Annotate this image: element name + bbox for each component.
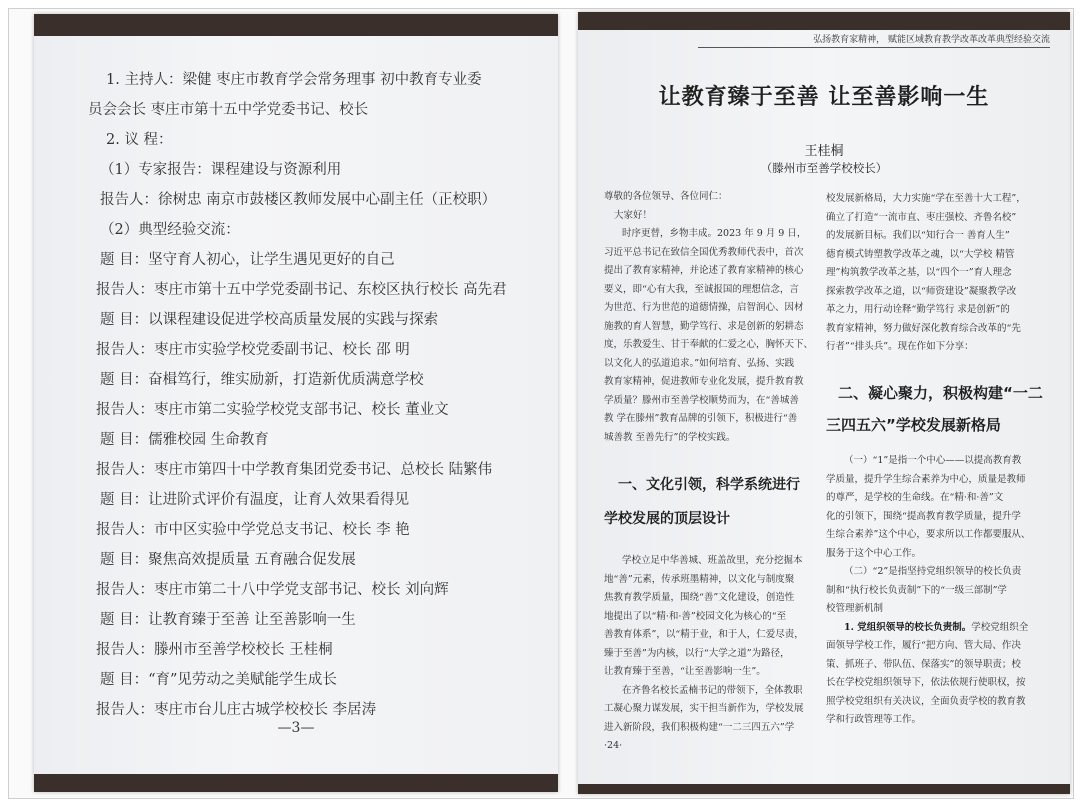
text-line: 学质量，提升学生综合素养为中心，质量是教师 (826, 473, 1026, 485)
text-line: 生综合素养”这个中心，要求所以工作都要服从、 (826, 529, 1031, 540)
text-line: 施教的育人智慧，勤学笃行、求是创新的躬耕态 (604, 320, 804, 332)
column-right-top (826, 190, 1048, 357)
text-line: 策、抓班子、带队伍、保落实”的领导职责；校 (826, 658, 1021, 670)
text-line: 制和“执行校长负责制”下的“一级三部制”学 (826, 584, 1007, 596)
text-line: 化的引领下，围绕“提高教育教学质量，提升学 (826, 510, 1021, 522)
text-span: 学校党组织全 (971, 621, 1029, 633)
text-line: 学校立足中华善城、班盖故里，充分挖掘本 (622, 555, 803, 566)
text-line: 教育家精神，促进教师专业化发展，提升教育教 (604, 376, 804, 387)
column-left-bottom (604, 552, 826, 756)
text-line: 地“善”元素，传承班墨精神，以文化与制度聚 (604, 573, 795, 585)
text-line: 学和行政管理等工作。 (826, 714, 922, 725)
text-line: 让教育臻于至善，“让至善影响一生”。 (604, 666, 766, 677)
host-line-1: 1. 主持人：梁健 枣庄市教育学会常务理事 初中教育专业委 (106, 72, 482, 88)
section-1-heading-cont: 学校发展的顶层设计 (604, 511, 730, 527)
text-line: 长在学校党组织领导下，依法依规行使职权，按 (826, 677, 1026, 688)
author-name: 王桂桐 (804, 144, 844, 159)
section-2-heading-cont: 三四五六”学校发展新格局 (826, 416, 1001, 434)
text-line: 进入新阶段，我们积极构建“一二三四五六”学 (604, 721, 795, 733)
topic-7: 题 目：让教育臻于至善 让至善影响一生 (100, 612, 356, 628)
text-line: 德育模式铸塑教学改革之魂，以“大学校 精管 (826, 248, 1015, 260)
binding-shadow-top-right (578, 12, 1070, 30)
column-right-bottom (826, 452, 1048, 730)
topic-8: 题 目：“育”见劳动之美赋能学生成长 (100, 672, 337, 688)
running-header: 弘扬教育家精神， 赋能区域教育教学改革改革典型经验交流 (698, 32, 1050, 48)
text-line: 要义，即“心有大我，至诚报国的理想信念，言 (604, 283, 799, 295)
text-line: 面领导学校工作，履行“把方向、管大局、作决 (826, 640, 1021, 651)
text-line: 提出了教育家精神，并论述了教育家精神的核心 (604, 265, 804, 276)
binding-shadow-bottom-right (578, 784, 1070, 794)
text-line: （一）“1”是指一个中心——以提高教育教 (844, 455, 1022, 466)
experience-heading: （2）典型经验交流： (100, 222, 240, 238)
column-left-top (604, 188, 824, 447)
text-line: 服务于这个中心工作。 (826, 547, 922, 559)
text-line: 理”构筑教学改革之基，以“四个一”育人理念 (826, 267, 1012, 278)
author-affiliation: （滕州市至善学校校长） (760, 161, 888, 175)
expert-report-heading: （1）专家报告：课程建设与资源利用 (100, 162, 342, 178)
reporter-7: 报告人：滕州市至善学校校长 王桂桐 (96, 642, 333, 658)
text-line: 善教育体系”，以“精于业，和于人，仁爱尽责， (604, 629, 804, 640)
reporter-2: 报告人：枣庄市实验学校党委副书记、校长 邵 明 (96, 342, 410, 358)
text-line: （二）“2”是指坚持党组织领导的校长负责 (844, 566, 1022, 577)
text-line: 校发展新格局，大力实施“学在至善十大工程”， (826, 193, 1026, 204)
expert-reporter: 报告人：徐树忠 南京市鼓楼区教师发展中心副主任（正校职） (100, 192, 497, 208)
text-line: 习近平总书记在致信全国优秀教师代表中，首次 (604, 246, 804, 258)
text-line: 教 学在滕州”教育品牌的引领下，积极进行“善 (604, 413, 798, 424)
text-line: 革之力，用行动诠释“勤学笃行 求是创新”的 (826, 304, 1010, 315)
text-line: 臻于至善”为内核，以行“大学之道”为路径， (604, 647, 790, 659)
text-line: 的发展新目标。我们以“知行合一 善育人生” (826, 230, 1010, 241)
text-line: 的尊严，是学校的生命线。在“精·和·善”文 (826, 492, 1004, 503)
agenda-heading: 2. 议 程： (106, 132, 173, 148)
text-line: 行者”“排头兵”。现在作如下分享： (826, 341, 974, 352)
binding-shadow-top (34, 14, 558, 36)
bold-lead: 1. 党组织领导的校长负责制。 (844, 621, 972, 633)
text-line: 度，乐教爱生、甘于奉献的仁爱之心，胸怀天下、 (604, 339, 814, 350)
page-number-right: ·24· (604, 740, 623, 751)
reporter-8: 报告人：枣庄市台儿庄古城学校校长 李居涛 (96, 702, 377, 718)
topic-5: 题 目：让进阶式评价有温度，让育人效果看得见 (100, 492, 410, 508)
host-line-2: 员会会长 枣庄市第十五中学党委书记、校长 (88, 102, 369, 118)
text-line: 尊敬的各位领导、各位同仁： (604, 191, 728, 202)
left-page (34, 14, 558, 792)
section-1-heading: 一、文化引领，科学系统进行 (618, 477, 800, 493)
text-line: 工凝心聚力谋发展，实干担当新作为，学校发展 (604, 703, 804, 714)
text-line: 为世范、行为世范的道德情操，启智润心、因材 (604, 302, 804, 313)
page-number: —3— (277, 720, 315, 736)
topic-6: 题 目：聚焦高效提质量 五育融合促发展 (100, 552, 356, 568)
article-title: 让教育臻于至善 让至善影响一生 (658, 85, 990, 110)
text-line: 确立了打造“一流市直、枣庄强校、齐鲁名校” (826, 211, 1017, 223)
text-line: 教育家精神，努力做好深化教育综合改革的“先 (826, 322, 1021, 334)
right-page (578, 12, 1070, 794)
topic-1: 题 目：坚守育人初心，让学生遇见更好的自己 (100, 252, 395, 268)
text-line: 校管理新机制 (826, 603, 884, 614)
section-2-heading: 二、凝心聚力，积极构建“一二 (838, 384, 1043, 402)
text-line: 城善教 至善先行”的学校实践。 (604, 431, 736, 443)
text-line: 焦教育教学质量，围绕“善”文化建设，创造性 (604, 592, 795, 603)
text-line: 时序更替，乡物丰成。2023 年 9 月 9 日， (622, 228, 807, 239)
text-line: 照学校党组织有关决议，全面负责学校的教育教 (826, 695, 1026, 707)
topic-3: 题 目：奋楫笃行，维实励新，打造新优质满意学校 (100, 372, 424, 388)
reporter-1: 报告人：枣庄市第十五中学党委副书记、东校区执行校长 高先君 (96, 282, 507, 298)
text-line: 地提出了以“精·和·善”校园文化为核心的“至 (604, 610, 787, 622)
text-line: 大家好！ (614, 209, 653, 221)
reporter-5: 报告人：市中区实验中学党总支书记、校长 李 艳 (96, 522, 410, 538)
topic-2: 题 目：以课程建设促进学校高质量发展的实践与探索 (100, 312, 439, 328)
binding-shadow-bottom (34, 774, 558, 792)
reporter-6: 报告人：枣庄市第二十八中学党支部书记、校长 刘向辉 (96, 582, 449, 598)
reporter-3: 报告人：枣庄市第二实验学校党支部书记、校长 董业文 (96, 402, 449, 418)
text-line (826, 619, 1048, 638)
text-line: 学质量？滕州市至善学校顺势而为，在“善城善 (604, 394, 799, 406)
text-line: 在齐鲁名校长孟楠书记的带领下，全体教职 (622, 684, 803, 696)
reporter-4: 报告人：枣庄市第四十中学教育集团党委书记、总校长 陆繁伟 (96, 462, 493, 478)
topic-4: 题 目：儒雅校园 生命教育 (100, 432, 269, 448)
text-line: 以文化人的弘道追求。”如何培育、弘扬、实践 (604, 357, 795, 369)
text-line: 探索教学改革之道，以“师资建设”凝聚教学改 (826, 285, 1017, 297)
